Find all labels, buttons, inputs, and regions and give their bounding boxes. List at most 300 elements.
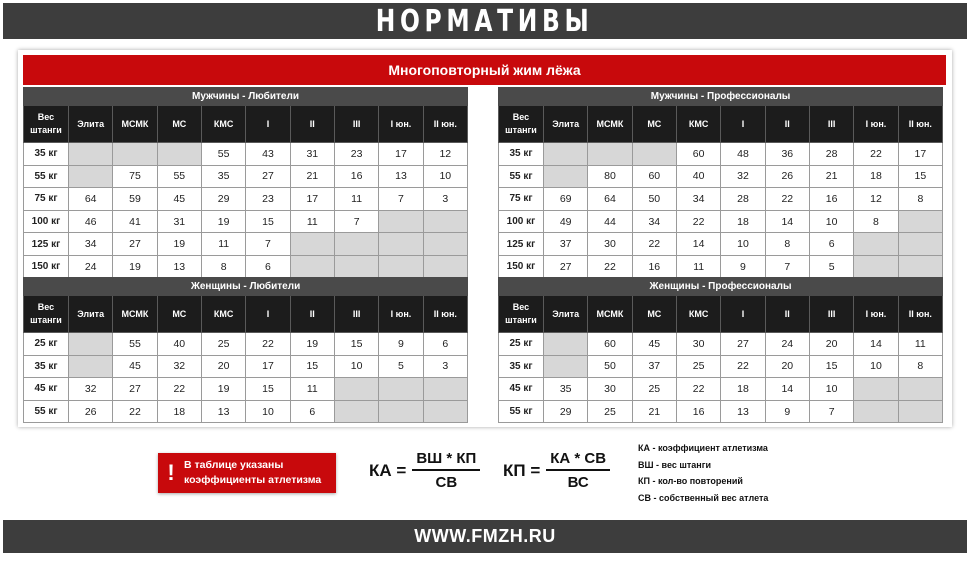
- value-cell: 30: [588, 378, 632, 401]
- value-cell: 55: [113, 333, 157, 356]
- column-header: II: [765, 106, 809, 143]
- table-row: [499, 378, 943, 401]
- table-row: [499, 188, 943, 211]
- empty-cell: [423, 378, 467, 401]
- value-cell: 18: [157, 400, 201, 423]
- value-cell: 17: [246, 355, 290, 378]
- empty-cell: [423, 233, 467, 256]
- value-cell: 45: [113, 355, 157, 378]
- table-row: [499, 210, 943, 233]
- column-header: КМС: [676, 106, 720, 143]
- value-cell: 18: [721, 378, 765, 401]
- value-cell: 15: [246, 210, 290, 233]
- value-cell: 45: [632, 333, 676, 356]
- empty-cell: [334, 255, 378, 278]
- value-cell: 13: [379, 165, 423, 188]
- column-header: МС: [632, 106, 676, 143]
- column-header: МС: [157, 106, 201, 143]
- formula-lhs: КП =: [503, 460, 541, 480]
- table-row: [24, 255, 468, 278]
- value-cell: 22: [588, 255, 632, 278]
- formula-numerator: ВШ * КП: [416, 450, 477, 467]
- weight-cell: 55 кг: [499, 400, 544, 423]
- column-header: КМС: [201, 106, 245, 143]
- value-cell: 22: [676, 210, 720, 233]
- value-cell: 9: [379, 333, 423, 356]
- empty-cell: [854, 255, 898, 278]
- value-cell: 50: [588, 355, 632, 378]
- value-cell: 21: [290, 165, 334, 188]
- value-cell: 46: [69, 210, 113, 233]
- value-cell: 69: [544, 188, 588, 211]
- weight-cell: 35 кг: [24, 355, 69, 378]
- value-cell: 20: [765, 355, 809, 378]
- value-cell: 16: [676, 400, 720, 423]
- weight-cell: 35 кг: [499, 143, 544, 166]
- table-caption: Женщины - Профессионалы: [499, 278, 943, 296]
- empty-cell: [854, 233, 898, 256]
- value-cell: 25: [632, 378, 676, 401]
- column-header: Вес штанги: [499, 296, 544, 333]
- website-url: WWW.FMZH.RU: [414, 526, 556, 546]
- empty-cell: [898, 378, 942, 401]
- empty-cell: [898, 400, 942, 423]
- value-cell: 37: [632, 355, 676, 378]
- value-cell: 27: [246, 165, 290, 188]
- weight-cell: 35 кг: [499, 355, 544, 378]
- column-header: II юн.: [898, 296, 942, 333]
- table-caption-row: [24, 278, 468, 296]
- empty-cell: [854, 400, 898, 423]
- value-cell: 40: [157, 333, 201, 356]
- value-cell: 11: [898, 333, 942, 356]
- column-header: III: [334, 296, 378, 333]
- value-cell: 23: [334, 143, 378, 166]
- value-cell: 60: [588, 333, 632, 356]
- column-header: II: [290, 296, 334, 333]
- value-cell: 17: [379, 143, 423, 166]
- column-header: III: [809, 296, 853, 333]
- table-caption-row: [24, 88, 468, 106]
- weight-cell: 45 кг: [24, 378, 69, 401]
- column-header: III: [809, 106, 853, 143]
- table-caption: Женщины - Любители: [24, 278, 468, 296]
- weight-cell: 25 кг: [24, 333, 69, 356]
- value-cell: 11: [201, 233, 245, 256]
- value-cell: 16: [809, 188, 853, 211]
- weight-cell: 150 кг: [499, 255, 544, 278]
- formula-denominator: ВС: [567, 474, 589, 491]
- value-cell: 27: [113, 233, 157, 256]
- value-cell: 64: [588, 188, 632, 211]
- value-cell: 60: [676, 143, 720, 166]
- empty-cell: [69, 355, 113, 378]
- weight-cell: 55 кг: [499, 165, 544, 188]
- value-cell: 11: [334, 188, 378, 211]
- value-cell: 10: [721, 233, 765, 256]
- table-men-amateurs: [23, 87, 468, 279]
- value-cell: 8: [765, 233, 809, 256]
- value-cell: 27: [721, 333, 765, 356]
- formula-denominator: СВ: [435, 474, 458, 491]
- value-cell: 13: [201, 400, 245, 423]
- table-row: [24, 233, 468, 256]
- table-caption-row: [499, 278, 943, 296]
- value-cell: 22: [765, 188, 809, 211]
- column-header: МСМК: [113, 296, 157, 333]
- value-cell: 19: [157, 233, 201, 256]
- column-header: II: [765, 296, 809, 333]
- value-cell: 32: [69, 378, 113, 401]
- value-cell: 55: [157, 165, 201, 188]
- empty-cell: [334, 233, 378, 256]
- value-cell: 6: [246, 255, 290, 278]
- value-cell: 7: [379, 188, 423, 211]
- value-cell: 15: [334, 333, 378, 356]
- value-cell: 22: [113, 400, 157, 423]
- legend-item: КА - коэффициент атлетизма: [638, 443, 768, 453]
- weight-cell: 75 кг: [499, 188, 544, 211]
- column-header: I юн.: [379, 106, 423, 143]
- value-cell: 14: [765, 210, 809, 233]
- column-header: МС: [632, 296, 676, 333]
- value-cell: 18: [854, 165, 898, 188]
- value-cell: 30: [676, 333, 720, 356]
- table-row: [24, 400, 468, 423]
- empty-cell: [69, 143, 113, 166]
- empty-cell: [69, 165, 113, 188]
- value-cell: 22: [721, 355, 765, 378]
- value-cell: 14: [676, 233, 720, 256]
- value-cell: 24: [69, 255, 113, 278]
- value-cell: 20: [201, 355, 245, 378]
- value-cell: 28: [721, 188, 765, 211]
- table-row: [499, 143, 943, 166]
- note-line-1: В таблице указаны: [184, 459, 284, 471]
- empty-cell: [544, 143, 588, 166]
- column-header: II: [290, 106, 334, 143]
- value-cell: 22: [246, 333, 290, 356]
- table-header-row: [499, 296, 943, 333]
- column-header: II юн.: [423, 296, 467, 333]
- formula-kp: [503, 450, 610, 491]
- value-cell: 34: [676, 188, 720, 211]
- value-cell: 5: [379, 355, 423, 378]
- value-cell: 22: [676, 378, 720, 401]
- table-row: [499, 355, 943, 378]
- value-cell: 48: [721, 143, 765, 166]
- value-cell: 17: [898, 143, 942, 166]
- value-cell: 6: [423, 333, 467, 356]
- table-women-amateurs: [23, 277, 468, 423]
- value-cell: 10: [809, 378, 853, 401]
- table-caption: Мужчины - Профессионалы: [499, 88, 943, 106]
- empty-cell: [69, 333, 113, 356]
- value-cell: 40: [676, 165, 720, 188]
- value-cell: 6: [290, 400, 334, 423]
- value-cell: 6: [809, 233, 853, 256]
- column-header: Вес штанги: [499, 106, 544, 143]
- value-cell: 14: [765, 378, 809, 401]
- note-box: [158, 453, 336, 493]
- value-cell: 26: [69, 400, 113, 423]
- value-cell: 21: [632, 400, 676, 423]
- value-cell: 22: [632, 233, 676, 256]
- value-cell: 28: [809, 143, 853, 166]
- column-header: МСМК: [588, 106, 632, 143]
- empty-cell: [588, 143, 632, 166]
- empty-cell: [157, 143, 201, 166]
- value-cell: 10: [246, 400, 290, 423]
- weight-cell: 75 кг: [24, 188, 69, 211]
- table-header-row: [499, 106, 943, 143]
- empty-cell: [898, 255, 942, 278]
- empty-cell: [379, 210, 423, 233]
- empty-cell: [334, 400, 378, 423]
- column-header: I юн.: [379, 296, 423, 333]
- value-cell: 45: [157, 188, 201, 211]
- weight-cell: 100 кг: [24, 210, 69, 233]
- value-cell: 10: [423, 165, 467, 188]
- column-header: I юн.: [854, 106, 898, 143]
- weight-cell: 150 кг: [24, 255, 69, 278]
- value-cell: 9: [765, 400, 809, 423]
- value-cell: 11: [676, 255, 720, 278]
- value-cell: 22: [157, 378, 201, 401]
- value-cell: 55: [201, 143, 245, 166]
- value-cell: 59: [113, 188, 157, 211]
- value-cell: 15: [290, 355, 334, 378]
- legend-item: СВ - собственный вес атлета: [638, 492, 769, 503]
- table-row: [24, 165, 468, 188]
- value-cell: 44: [588, 210, 632, 233]
- value-cell: 19: [201, 210, 245, 233]
- value-cell: 19: [290, 333, 334, 356]
- abbreviation-legend: [638, 440, 768, 506]
- formula-ka: [369, 450, 480, 491]
- column-header: II юн.: [898, 106, 942, 143]
- value-cell: 11: [290, 378, 334, 401]
- weight-cell: 125 кг: [499, 233, 544, 256]
- empty-cell: [290, 255, 334, 278]
- value-cell: 60: [632, 165, 676, 188]
- value-cell: 27: [113, 378, 157, 401]
- empty-cell: [898, 233, 942, 256]
- legend-item: КП - кол-во повторений: [638, 476, 743, 486]
- weight-cell: 25 кг: [499, 333, 544, 356]
- value-cell: 16: [334, 165, 378, 188]
- value-cell: 3: [423, 355, 467, 378]
- value-cell: 23: [246, 188, 290, 211]
- column-header: II юн.: [423, 106, 467, 143]
- column-header: I: [721, 106, 765, 143]
- column-header: Элита: [544, 106, 588, 143]
- value-cell: 13: [157, 255, 201, 278]
- value-cell: 34: [632, 210, 676, 233]
- table-row: [24, 210, 468, 233]
- value-cell: 8: [898, 188, 942, 211]
- column-header: Элита: [544, 296, 588, 333]
- value-cell: 49: [544, 210, 588, 233]
- value-cell: 31: [290, 143, 334, 166]
- value-cell: 20: [809, 333, 853, 356]
- value-cell: 8: [854, 210, 898, 233]
- empty-cell: [544, 165, 588, 188]
- column-header: МС: [157, 296, 201, 333]
- value-cell: 75: [113, 165, 157, 188]
- value-cell: 9: [721, 255, 765, 278]
- formula-fraction: [546, 450, 610, 491]
- table-row: [499, 233, 943, 256]
- value-cell: 22: [854, 143, 898, 166]
- column-header: I юн.: [854, 296, 898, 333]
- table-women-professionals: [498, 277, 943, 423]
- table-row: [24, 355, 468, 378]
- value-cell: 41: [113, 210, 157, 233]
- footer-bar: [3, 520, 967, 553]
- value-cell: 5: [809, 255, 853, 278]
- column-header: МСМК: [113, 106, 157, 143]
- value-cell: 64: [69, 188, 113, 211]
- value-cell: 13: [721, 400, 765, 423]
- column-header: III: [334, 106, 378, 143]
- table-men-professionals: [498, 87, 943, 279]
- value-cell: 32: [157, 355, 201, 378]
- column-header: Элита: [69, 296, 113, 333]
- exclamation-icon: !: [167, 460, 175, 485]
- empty-cell: [423, 255, 467, 278]
- empty-cell: [379, 233, 423, 256]
- page-title: НОРМАТИВЫ: [376, 3, 594, 39]
- value-cell: 16: [632, 255, 676, 278]
- value-cell: 14: [854, 333, 898, 356]
- value-cell: 10: [334, 355, 378, 378]
- empty-cell: [544, 333, 588, 356]
- value-cell: 35: [201, 165, 245, 188]
- weight-cell: 55 кг: [24, 400, 69, 423]
- value-cell: 26: [765, 165, 809, 188]
- value-cell: 80: [588, 165, 632, 188]
- table-row: [24, 378, 468, 401]
- value-cell: 11: [290, 210, 334, 233]
- formula-fraction: [412, 450, 480, 491]
- table-caption-row: [499, 88, 943, 106]
- value-cell: 15: [809, 355, 853, 378]
- value-cell: 34: [69, 233, 113, 256]
- value-cell: 32: [721, 165, 765, 188]
- value-cell: 17: [290, 188, 334, 211]
- value-cell: 25: [201, 333, 245, 356]
- column-header: Вес штанги: [24, 106, 69, 143]
- value-cell: 15: [246, 378, 290, 401]
- column-header: I: [721, 296, 765, 333]
- value-cell: 7: [765, 255, 809, 278]
- empty-cell: [632, 143, 676, 166]
- empty-cell: [379, 378, 423, 401]
- empty-cell: [290, 233, 334, 256]
- top-header-bar: [3, 3, 967, 39]
- value-cell: 37: [544, 233, 588, 256]
- value-cell: 19: [113, 255, 157, 278]
- table-row: [499, 255, 943, 278]
- table-row: [499, 333, 943, 356]
- value-cell: 25: [588, 400, 632, 423]
- table-header-row: [24, 106, 468, 143]
- table-row: [24, 143, 468, 166]
- value-cell: 43: [246, 143, 290, 166]
- empty-cell: [379, 400, 423, 423]
- column-header: I: [246, 296, 290, 333]
- column-header: МСМК: [588, 296, 632, 333]
- value-cell: 7: [809, 400, 853, 423]
- column-header: Вес штанги: [24, 296, 69, 333]
- value-cell: 29: [201, 188, 245, 211]
- value-cell: 24: [765, 333, 809, 356]
- value-cell: 12: [423, 143, 467, 166]
- weight-cell: 55 кг: [24, 165, 69, 188]
- note-line-2: коэффициенты атлетизма: [184, 474, 322, 486]
- column-header: Элита: [69, 106, 113, 143]
- value-cell: 30: [588, 233, 632, 256]
- empty-cell: [898, 210, 942, 233]
- table-row: [499, 165, 943, 188]
- column-header: I: [246, 106, 290, 143]
- value-cell: 15: [898, 165, 942, 188]
- table-caption: Мужчины - Любители: [24, 88, 468, 106]
- value-cell: 25: [676, 355, 720, 378]
- value-cell: 3: [423, 188, 467, 211]
- value-cell: 18: [721, 210, 765, 233]
- value-cell: 8: [201, 255, 245, 278]
- table-header-row: [24, 296, 468, 333]
- value-cell: 7: [246, 233, 290, 256]
- empty-cell: [854, 378, 898, 401]
- empty-cell: [379, 255, 423, 278]
- value-cell: 21: [809, 165, 853, 188]
- value-cell: 10: [809, 210, 853, 233]
- weight-cell: 35 кг: [24, 143, 69, 166]
- table-row: [24, 188, 468, 211]
- value-cell: 7: [334, 210, 378, 233]
- empty-cell: [423, 210, 467, 233]
- formula-numerator: КА * СВ: [550, 450, 607, 467]
- section-title: Многоповторный жим лёжа: [23, 55, 946, 85]
- weight-cell: 125 кг: [24, 233, 69, 256]
- empty-cell: [423, 400, 467, 423]
- value-cell: 19: [201, 378, 245, 401]
- value-cell: 12: [854, 188, 898, 211]
- value-cell: 8: [898, 355, 942, 378]
- value-cell: 31: [157, 210, 201, 233]
- formula-lhs: КА =: [369, 460, 407, 480]
- empty-cell: [113, 143, 157, 166]
- weight-cell: 100 кг: [499, 210, 544, 233]
- table-row: [499, 400, 943, 423]
- legend-item: ВШ - вес штанги: [638, 459, 711, 470]
- value-cell: 27: [544, 255, 588, 278]
- empty-cell: [334, 378, 378, 401]
- value-cell: 50: [632, 188, 676, 211]
- weight-cell: 45 кг: [499, 378, 544, 401]
- column-header: КМС: [676, 296, 720, 333]
- value-cell: 10: [854, 355, 898, 378]
- empty-cell: [544, 355, 588, 378]
- column-header: КМС: [201, 296, 245, 333]
- value-cell: 29: [544, 400, 588, 423]
- value-cell: 36: [765, 143, 809, 166]
- value-cell: 35: [544, 378, 588, 401]
- table-row: [24, 333, 468, 356]
